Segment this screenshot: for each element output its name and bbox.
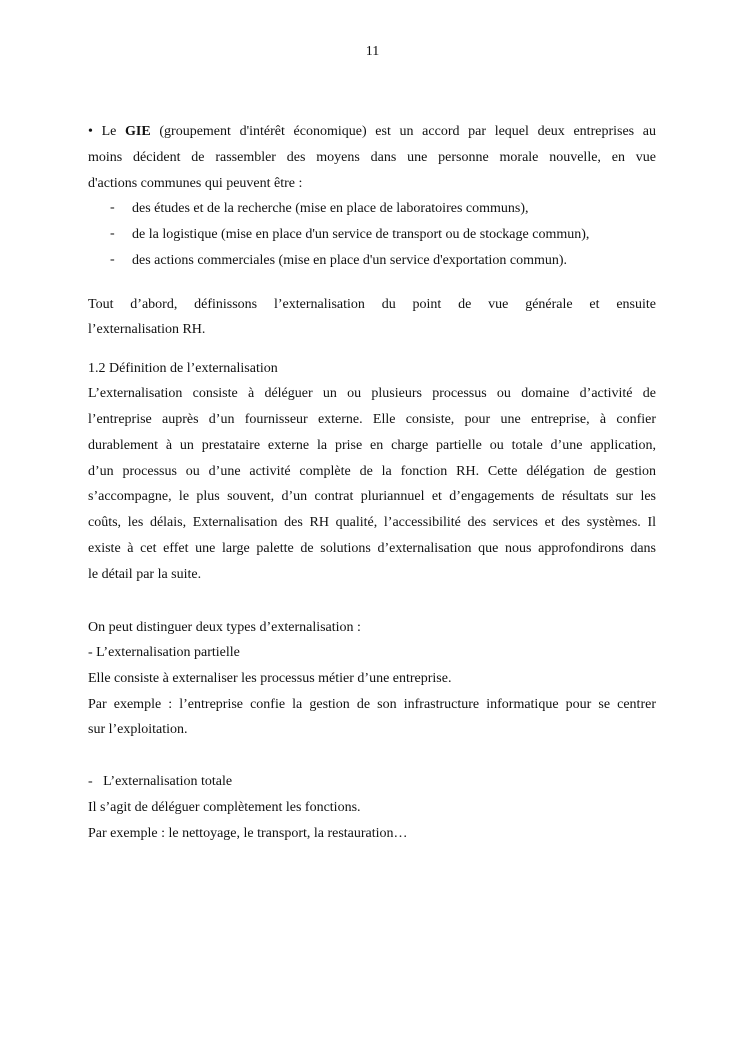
list-item: des études et de la recherche (mise en place de laboratoires communs), — [132, 201, 529, 216]
gie-line-1 — [88, 123, 656, 141]
section-line: durablement à un prestataire externe la prise en charge partielle ou totale d’une application, — [88, 438, 656, 453]
total-example: Par exemple : le nettoyage, le transport, la restauration… — [88, 826, 408, 841]
section-line: coûts, les délais, Externalisation des RH qualité, l’accessibilité des services et des systèmes. Il — [88, 515, 656, 530]
list-dash: - — [110, 226, 115, 241]
section-line: d’un processus ou d’une activité complète de la fonction RH. Cette délégation de gestion — [88, 464, 656, 479]
total-title: - L’externalisation totale — [88, 774, 233, 789]
page-number: 11 — [365, 44, 380, 59]
section-line: le détail par la suite. — [88, 567, 202, 582]
section-line: existe à cet effet une large palette de solutions d’externalisation que nous approfondirons dans — [88, 541, 656, 556]
types-intro: On peut distinguer deux types d’externalisation : — [88, 620, 361, 635]
partial-title: - L’externalisation partielle — [88, 645, 240, 660]
list-dash: - — [110, 200, 115, 215]
list-item: de la logistique (mise en place d'un service de transport ou de stockage commun), — [132, 227, 590, 242]
gie-line-2: moins décident de rassembler des moyens dans une personne morale nouvelle, en vue — [88, 150, 656, 165]
gie-line-1-rest: (groupement d'intérêt économique) est un accord par lequel deux entreprises au — [159, 124, 656, 139]
partial-desc: Elle consiste à externaliser les processus métier d’une entreprise. — [88, 671, 452, 686]
intro-line-1: Tout d’abord, définissons l’externalisation du point de vue générale et ensuite — [88, 297, 656, 312]
section-line: L’externalisation consiste à déléguer un ou plusieurs processus ou domaine d’activité de — [88, 386, 656, 401]
section-line: l’entreprise auprès d’un fournisseur externe. Elle consiste, pour une entreprise, à confier — [88, 412, 656, 427]
partial-example-line-2: sur l’exploitation. — [88, 722, 188, 737]
section-line: s’accompagne, le plus souvent, d’un contrat pluriannuel et d’engagements de résultats sur les — [88, 489, 656, 504]
gie-line-3: d'actions communes qui peuvent être : — [88, 176, 303, 191]
gie-le: Le — [101, 124, 117, 139]
bullet-icon: • — [88, 124, 93, 139]
section-heading: 1.2 Définition de l’externalisation — [88, 361, 278, 376]
total-desc: Il s’agit de déléguer complètement les fonctions. — [88, 800, 361, 815]
partial-example-line-1: Par exemple : l’entreprise confie la gestion de son infrastructure informatique pour se centrer — [88, 697, 656, 712]
gie-term: GIE — [125, 124, 151, 139]
list-item: des actions commerciales (mise en place d'un service d'exportation commun). — [132, 253, 568, 268]
intro-line-2: l’externalisation RH. — [88, 322, 206, 337]
list-dash: - — [110, 252, 115, 267]
